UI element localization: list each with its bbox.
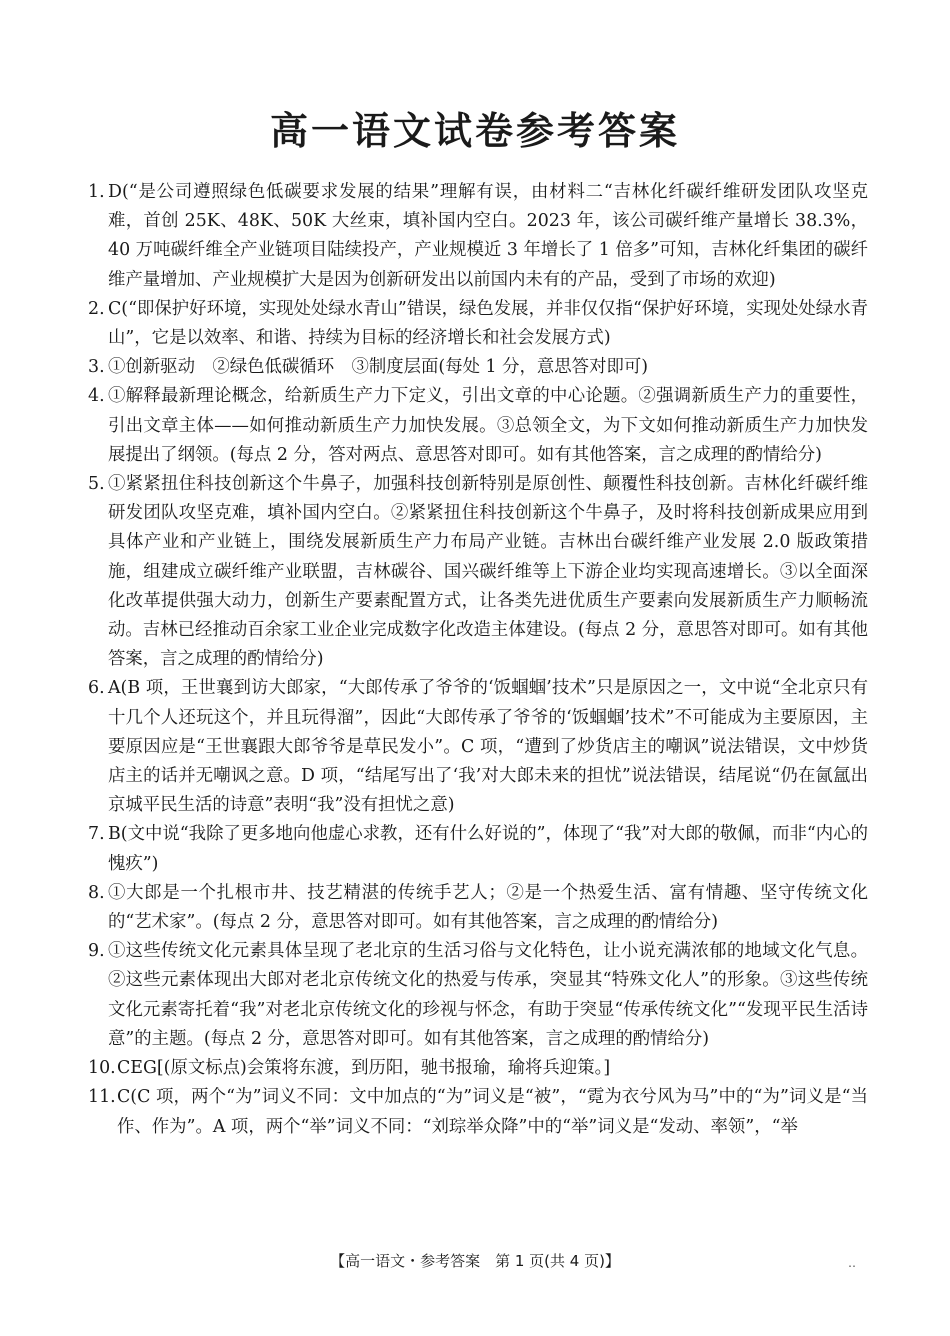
answer-number: 3. (88, 357, 105, 378)
answer-text: ①创新驱动 ②绿色低碳循环 ③制度层面(每处 1 分，意思答对即可) (108, 357, 649, 378)
answer-item-11 (88, 1083, 868, 1141)
answer-item-2 (88, 295, 868, 353)
answer-number: 8. (88, 882, 105, 903)
answer-text: ①大郎是一个扎根市井、技艺精湛的传统手艺人；②是一个热爱生活、富有情趣、坚守传统文化的“艺术家”。(每点 2 分，意思答对即可。如有其他答案，言之成理的酌情给分) (108, 882, 868, 933)
answer-number: 7. (88, 824, 105, 845)
answer-text: ①这些传统文化元素具体呈现了老北京的生活习俗与文化特色，让小说充满浓郁的地域文化气息。②这些元素体现出大郎对老北京传统文化的热爱与传承，突显其“特殊文化人”的形象。③这些传统文化元素寄托着“我”对老北京传统文化的珍视与怀念，有助于突显“传承传统文化”“发现平民生活诗意”的主题。(每点 2 分，意思答对即可。如有其他答案，言之成理的酌情给分) (108, 941, 868, 1049)
page-footer: 【高一语文・参考答案 第 1 页(共 4 页)】 (330, 1252, 620, 1270)
answer-number: 11. (88, 1087, 116, 1108)
answer-item-5 (88, 470, 868, 674)
answer-text: ①解释最新理论概念，给新质生产力下定义，引出文章的中心论题。②强调新质生产力的重要性，引出文章主体——如何推动新质生产力加快发展。③总领全文，为下文如何推动新质生产力加快发展提出了纲领。(每点 2 分，答对两点、意思答对即可。如有其他答案，言之成理的酌情给分) (108, 386, 868, 465)
answer-number: 9. (88, 941, 105, 962)
answer-text: C(C 项，两个“为”词义不同：文中加点的“为”词义是“被”，“霓为衣兮风为马”中的“为”词义是“当作、作为”。A 项，两个“举”词义不同：“刘琮举众降”中的“举”词义是“发动、率领”，“举 (117, 1087, 868, 1137)
answer-item-8 (88, 879, 868, 937)
footer-mark: ‥ (848, 1256, 857, 1270)
answer-number: 5. (88, 474, 105, 495)
page-title: 高一语文试卷参考答案 (269, 109, 680, 153)
answer-text: ①紧紧扭住科技创新这个牛鼻子，加强科技创新特别是原创性、颠覆性科技创新。吉林化纤碳纤维研发团队攻坚克难，填补国内空白。②紧紧扭住科技创新这个牛鼻子，及时将科技创新成果应用到具体产业和产业链上，围绕发展新质生产力布局产业链。吉林出台碳纤维产业发展 2.0 版政策措施，组建成立碳纤维产业联盟，吉林碳谷、国兴碳纤维等上下游企业均实现高速增长。③以全面深化改革提供强大动力，创新生产要素配置方式，让各类先进优质生产要素向发展新质生产力顺畅流动。吉林已经推动百余家工业企业完成数字化改造主体建设。(每点 2 分，意思答对即可。如有其他答案，言之成理的酌情给分) (108, 474, 868, 670)
answer-item-9 (88, 937, 868, 1054)
answer-number: 4. (88, 386, 105, 407)
answer-item-6 (88, 674, 868, 820)
answer-number: 10. (88, 1058, 116, 1079)
answer-list (88, 178, 868, 1142)
answer-text: B(文中说“我除了更多地向他虚心求教，还有什么好说的”，体现了“我”对大郎的敬佩，而非“内心的愧疚”) (108, 824, 868, 874)
answer-text: CEG[(原文标点)会策将东渡，到历阳，驰书报瑜，瑜将兵迎策。] (117, 1058, 611, 1079)
answer-item-7 (88, 820, 868, 878)
answer-item-4 (88, 382, 868, 470)
answer-item-1 (88, 178, 868, 295)
answer-number: 6. (88, 678, 105, 699)
answer-item-10 (88, 1054, 868, 1083)
answer-text: C(“即保护好环境，实现处处绿水青山”错误，绿色发展，并非仅仅指“保护好环境，实现处处绿水青山”，它是以效率、和谐、持续为目标的经济增长和社会发展方式) (108, 298, 868, 349)
answer-number: 1. (88, 182, 105, 202)
answer-text: D(“是公司遵照绿色低碳要求发展的结果”理解有误，由材料二“吉林化纤碳纤维研发团队攻坚克难，首创 25K、48K、50K 大丝束，填补国内空白。2023 年，该公司碳纤维产量增长 38.3%，40 万吨碳纤维全产业链项目陆续投产，产业规模近 3 年增长了 1 倍多”可知，吉林化纤集团的碳纤维产量增加、产业规模扩大是因为创新研发出以前国内未有的产品，受到了市场的欢迎) (108, 182, 868, 290)
answer-item-3 (88, 353, 868, 382)
answer-number: 2. (88, 298, 105, 319)
answer-text: A(B 项，王世襄到访大郎家，“大郎传承了爷爷的‘饭蝈蝈’技术”只是原因之一，文中说“全北京只有十几个人还玩这个，并且玩得溜”，因此“大郎传承了爷爷的‘饭蝈蝈’技术”不可能成为主要原因，主要原因应是“王世襄跟大郎爷爷是草民发小”。C 项，“遭到了炒货店主的嘲讽”说法错误，文中炒货店主的话并无嘲讽之意。D 项，“结尾写出了‘我’对大郎未来的担忧”说法错误，结尾说“仍在氤氲出京城平民生活的诗意”表明“我”没有担忧之意) (108, 678, 868, 816)
